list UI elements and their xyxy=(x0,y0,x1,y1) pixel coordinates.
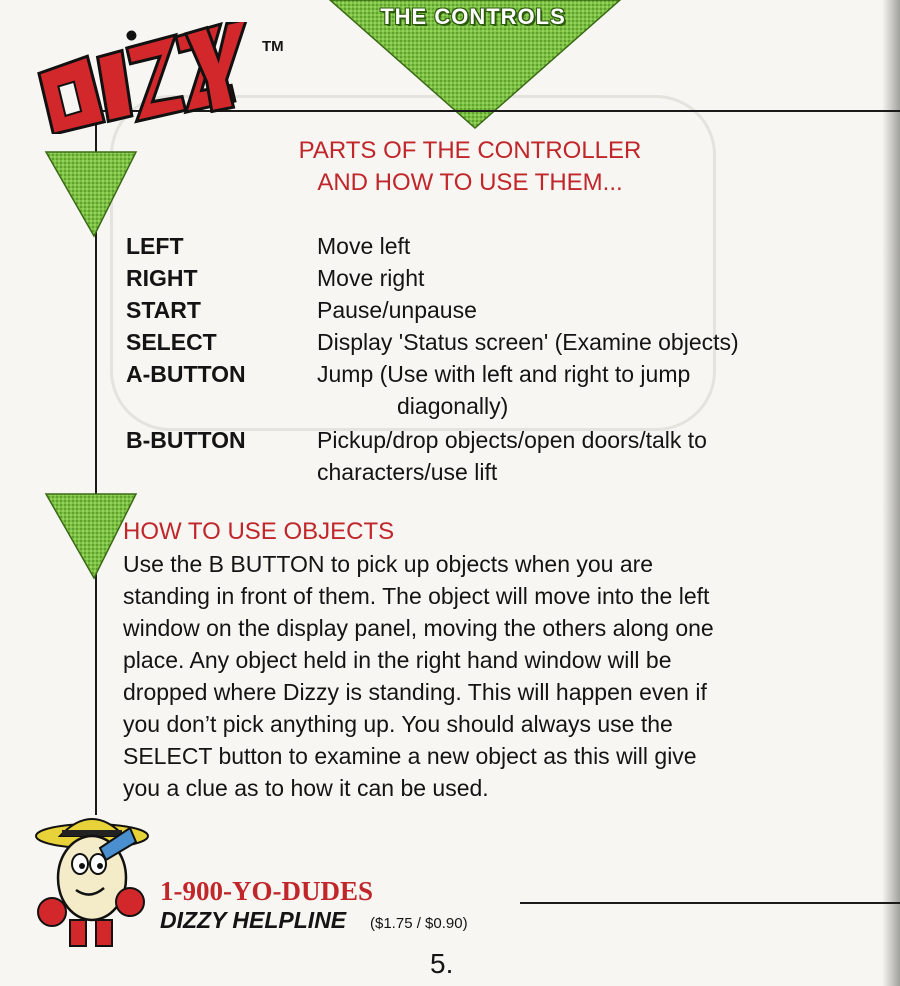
helpline-label: DIZZY HELPLINE xyxy=(160,907,347,933)
control-row-a-button xyxy=(126,358,826,422)
control-action: Display 'Status screen' (Examine objects) xyxy=(317,329,739,355)
dizzy-logo-icon xyxy=(30,22,265,134)
controls-list xyxy=(126,230,826,488)
control-action: Move left xyxy=(317,233,411,259)
control-action-line1: Jump (Use with left and right to jump xyxy=(317,361,691,387)
dizzy-mascot-icon xyxy=(30,808,160,953)
control-key: START xyxy=(126,297,201,323)
control-key: LEFT xyxy=(126,233,184,259)
control-action: Move right xyxy=(317,265,425,291)
helpline-price: ($1.75 / $0.90) xyxy=(370,915,468,932)
bullet-triangle-icon xyxy=(44,150,144,240)
control-key: RIGHT xyxy=(126,265,198,291)
control-action xyxy=(317,358,817,422)
section-title: THE CONTROLS xyxy=(380,4,566,29)
control-key: B-BUTTON xyxy=(126,427,246,453)
control-action: Pause/unpause xyxy=(317,297,477,323)
control-row-right xyxy=(126,262,826,294)
control-key: A-BUTTON xyxy=(126,361,246,387)
helpline-number: 1-900-YO-DUDES xyxy=(160,876,373,906)
trademark-mark: TM xyxy=(262,38,284,55)
control-row-start xyxy=(126,294,826,326)
body-line: you don’t pick anything up. You should always use the xyxy=(123,711,673,737)
body-line: window on the display panel, moving the others along one xyxy=(123,615,714,641)
body-line: dropped where Dizzy is standing. This will happen even if xyxy=(123,679,707,705)
body-line: place. Any object held in the right hand window will be xyxy=(123,647,672,673)
body-line: you a clue as to how it can be used. xyxy=(123,775,489,801)
controller-heading-line1: PARTS OF THE CONTROLLER xyxy=(298,137,642,164)
bottom-rule xyxy=(520,902,900,904)
control-row-b-button xyxy=(126,424,826,488)
page-number: 5. xyxy=(430,948,454,979)
control-row-left xyxy=(126,230,826,262)
control-action-line1: Pickup/drop objects/open doors/talk to xyxy=(317,427,707,453)
control-row-select xyxy=(126,326,826,358)
control-action-line2: diagonally) xyxy=(397,393,509,419)
objects-body xyxy=(123,548,823,804)
control-key: SELECT xyxy=(126,329,217,355)
body-line: Use the B BUTTON to pick up objects when you are xyxy=(123,551,654,577)
control-action xyxy=(317,424,817,488)
controller-heading xyxy=(240,135,700,199)
body-line: SELECT button to examine a new object as this will give xyxy=(123,743,697,769)
page-binding-shadow xyxy=(882,0,900,986)
objects-heading: HOW TO USE OBJECTS xyxy=(123,518,395,545)
controller-heading-line2: AND HOW TO USE THEM... xyxy=(317,169,623,196)
body-line: standing in front of them. The object will move into the left xyxy=(123,583,710,609)
control-action-line2: characters/use lift xyxy=(317,459,498,485)
